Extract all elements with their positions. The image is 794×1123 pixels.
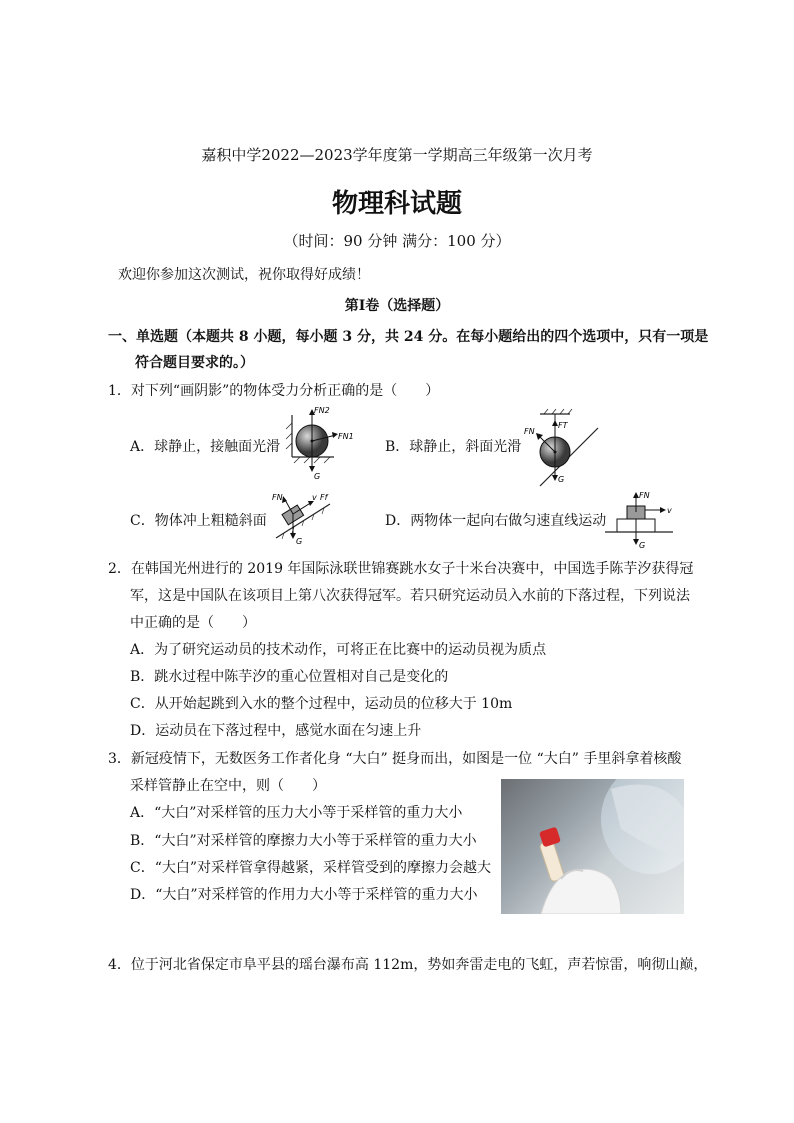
q1-figure-c — [268, 490, 358, 550]
q3-option-b: B．“大白”对采样管的摩擦力大小等于采样管的重力大小 — [130, 833, 477, 849]
q1-figure-d — [603, 490, 675, 550]
q1-figure-a — [282, 405, 362, 485]
q3-option-a: A．“大白”对采样管的压力大小等于采样管的重力大小 — [130, 805, 463, 821]
q1-option-a: A．球静止，接触面光滑 — [130, 439, 281, 455]
label-g-c: G — [296, 537, 303, 546]
section-heading-line2: 符合题目要求的。） — [135, 355, 254, 371]
label-fn1: FN1 — [338, 432, 354, 441]
school-line: 嘉积中学2022—2023学年度第一学期高三年级第一次月考 — [201, 146, 593, 164]
q1-figure-b — [520, 408, 610, 488]
label-g-b: G — [558, 475, 565, 484]
q3-stem-line1: 3．新冠疫情下，无数医务工作者化身 “大白” 挺身而出，如图是一位 “大白” 手里斜拿着核酸 — [108, 751, 682, 767]
label-fn-b: FN — [524, 427, 535, 436]
q3-photo — [501, 779, 684, 914]
q2-stem-line3: 中正确的是（ ） — [130, 615, 256, 631]
label-fn-c: FN — [272, 493, 283, 502]
q2-stem-line1: 2．在韩国光州进行的 2019 年国际泳联世锦赛跳水女子十米台决赛中，中国选手陈芋汐获得冠 — [108, 561, 694, 577]
label-v-d: v — [667, 506, 672, 515]
q2-option-d: D．运动员在下落过程中，感觉水面在匀速上升 — [130, 723, 422, 739]
label-fn2: FN2 — [314, 406, 330, 415]
label-fn-d: FN — [639, 491, 650, 500]
q2-option-a: A．为了研究运动员的技术动作，可将正在比赛中的运动员视为质点 — [130, 642, 547, 658]
q1-option-b: B．球静止，斜面光滑 — [385, 439, 522, 455]
volume-title: 第Ⅰ卷（选择题） — [344, 298, 450, 314]
label-g-d: G — [639, 541, 646, 550]
q2-option-c: C．从开始起跳到入水的整个过程中，运动员的位移大于 10m — [130, 696, 513, 712]
label-v-c: v — [312, 493, 317, 502]
q1-option-c: C．物体冲上粗糙斜面 — [130, 513, 267, 529]
label-ff: Ff — [320, 493, 328, 502]
q1-stem: 1．对下列“画阴影”的物体受力分析正确的是（ ） — [108, 383, 440, 399]
greeting: 欢迎你参加这次测试，祝你取得好成绩！ — [118, 267, 370, 283]
label-ft: FT — [558, 421, 568, 430]
q3-option-d: D．“大白”对采样管的作用力大小等于采样管的重力大小 — [130, 887, 478, 903]
q4-stem-line1: 4．位于河北省保定市阜平县的瑶台瀑布高 112m，势如奔雷走电的飞虹，声若惊雷，响彻山巅， — [108, 957, 708, 973]
q3-option-c: C．“大白”对采样管拿得越紧，采样管受到的摩擦力会越大 — [130, 860, 492, 876]
page-title: 物理科试题 — [331, 189, 462, 219]
q3-stem-line2: 采样管静止在空中，则（ ） — [130, 778, 326, 794]
label-g-a: G — [314, 472, 321, 481]
q2-stem-line2: 军，这是中国队在该项目上第八次获得冠军。若只研究运动员入水前的下落过程，下列说法 — [130, 588, 690, 604]
section-heading-line1: 一、单选题（本题共 8 小题，每小题 3 分，共 24 分。在每小题给出的四个选项中，只有一项是 — [108, 329, 709, 345]
q1-option-d: D．两物体一起向右做匀速直线运动 — [385, 513, 607, 529]
sample-tube-photo — [501, 779, 684, 914]
q2-option-b: B．跳水过程中陈芋汐的重心位置相对自己是变化的 — [130, 669, 449, 685]
time-line: （时间：90 分钟 满分：100 分） — [283, 232, 511, 250]
